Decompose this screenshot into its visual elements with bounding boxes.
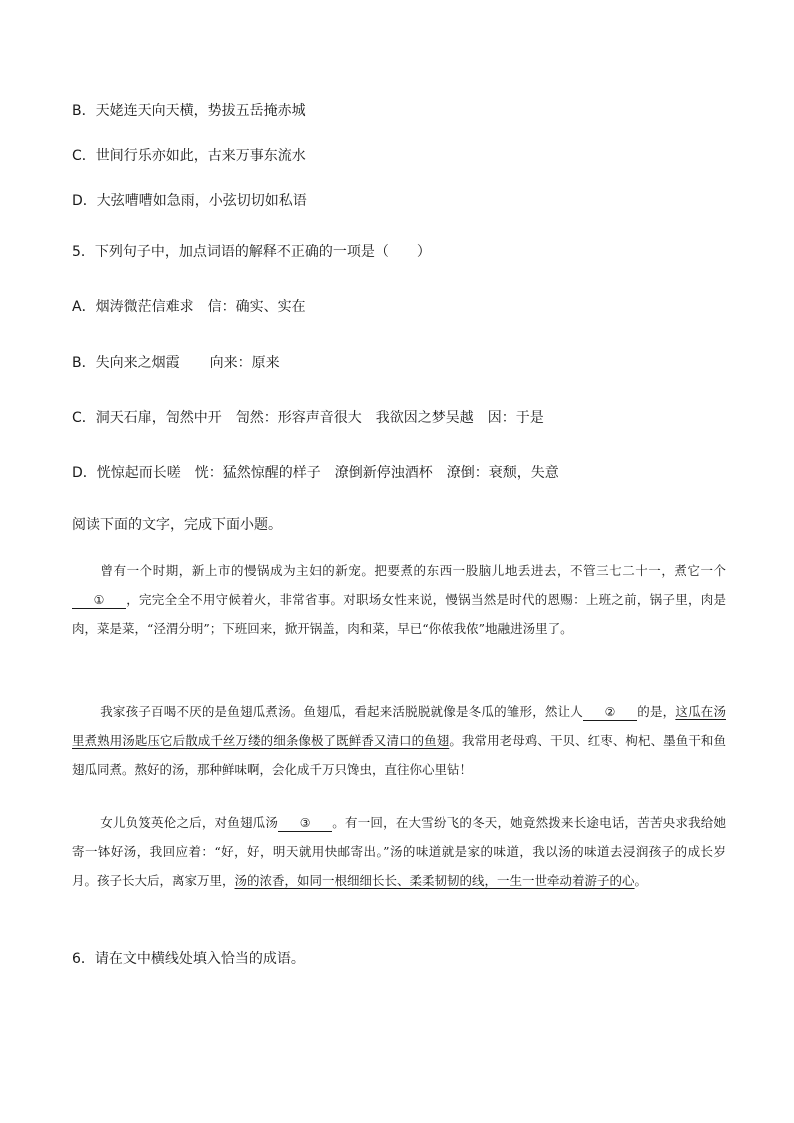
q5-b-sentence: B．失向来之烟霞: [72, 355, 180, 371]
q5-c-note: 訇然：形容声音很大: [235, 410, 362, 426]
q5-a-note: 信：确实、实在: [207, 299, 306, 315]
p2-text-a: 我家孩子百喝不厌的是鱼翅瓜煮汤。鱼翅瓜，看起来活脱脱就像是冬瓜的雏形，然让人: [100, 704, 584, 719]
p1-text-a: 曾有一个时期，新上市的慢锅成为主妇的新宠。把要煮的东西一股脑儿地丢进去，不管三七二十一，煮它一个: [100, 563, 726, 578]
question-5-stem: 5．下列句子中，加点词语的解释不正确的一项是（ ）: [72, 244, 431, 260]
q5-c-note2: 因：于是: [487, 410, 544, 426]
passage-paragraph-1: [72, 556, 726, 643]
p3-text-b: 。有一回，在大雪纷飞的冬天，她竟然拨来长途电话，苦苦央求我给她寄一钵好汤，我回应着：“好，好，明天就用快邮寄出。”汤的味道就是家的味道，我以汤的味道去浸润孩子的成长岁月。孩子长大后，离家万里，: [72, 815, 726, 888]
blank-3: ③: [278, 815, 332, 832]
q5-option-c: [72, 408, 734, 428]
q5-d-note: 恍：猛然惊醒的样子: [194, 465, 321, 481]
passage-paragraph-2: [72, 697, 726, 784]
q5-c-sentence2: 我欲因之梦吴越: [375, 410, 474, 426]
q5-d-note2: 潦倒：衰颓，失意: [446, 465, 559, 481]
q5-option-b: [72, 353, 734, 373]
p3-text-c: 。: [634, 873, 648, 888]
p2-underlined-sentence: 这瓜在汤里煮熟用汤匙压它后散成千丝万缕的细条像极了既鲜香又清口的鱼翅: [72, 704, 726, 748]
q5-d-sentence: D．恍惊起而长嗟: [72, 465, 181, 481]
q5-d-sentence2: 潦倒新停浊酒杯: [334, 465, 433, 481]
blank-2: ②: [583, 704, 637, 721]
passage-paragraph-3: [72, 808, 726, 895]
option-b-prev: B．天姥连天向天横，势拔五岳掩赤城: [72, 103, 306, 119]
question-6-stem: 6．请在文中横线处填入恰当的成语。: [72, 951, 305, 967]
p1-text-b: ，完完全全不用守候着火，非常省事。对职场女性来说，慢锅当然是时代的恩赐：上班之前，锅子里，肉是肉，菜是菜，“泾渭分明”；下班回来，掀开锅盖，肉和菜，早已“你侬我侬”地融进汤里了。: [72, 592, 726, 636]
reading-instruction: 阅读下面的文字，完成下面小题。: [72, 517, 282, 533]
q5-a-sentence: A．烟涛微茫信难求: [72, 299, 194, 315]
option-d-prev: D．大弦嘈嘈如急雨，小弦切切如私语: [72, 193, 307, 209]
p2-text-b: 的是，: [637, 704, 676, 719]
option-c-prev: C．世间行乐亦如此，古来万事东流水: [72, 148, 306, 164]
q5-option-a: [72, 297, 734, 317]
q5-b-note: 向来：原来: [209, 355, 280, 371]
q5-option-d: [72, 463, 734, 483]
p2-text-c: 。我常用老母鸡、干贝、红枣、枸杞、墨鱼干和鱼翅瓜同煮。熬好的汤，那种鲜味啊，会化成千万只馋虫，直往你心里钻！: [72, 733, 726, 777]
q5-c-sentence: C．洞天石扉，訇然中开: [72, 410, 222, 426]
p3-underlined-sentence: 汤的浓香，如同一根细细长长、柔柔韧韧的线，一生一世牵动着游子的心: [234, 873, 635, 888]
p3-text-a: 女儿负笈英伦之后，对鱼翅瓜汤: [100, 815, 279, 830]
blank-1: ①: [72, 592, 126, 609]
